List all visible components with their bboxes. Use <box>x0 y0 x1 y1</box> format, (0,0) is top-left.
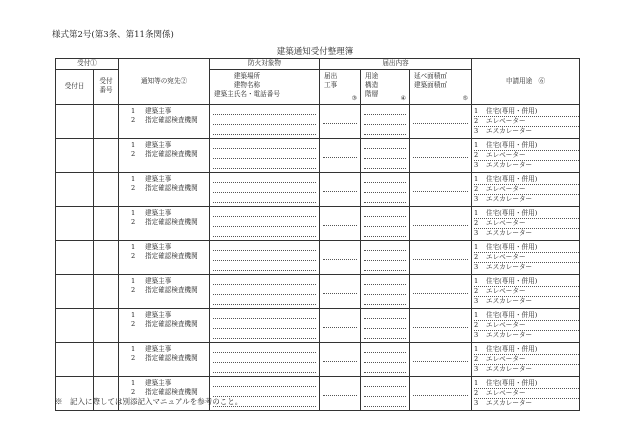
use-structure-cell[interactable] <box>361 207 410 241</box>
fire-target-cell[interactable] <box>210 275 320 309</box>
header-receipt-number: 受付 番号 <box>94 70 119 105</box>
application-use-options: 1 住宅(専用・併用) 2 エレベーター 3 エスカレーター <box>472 309 580 343</box>
application-use-options: 1 住宅(専用・併用) 2 エレベーター 3 エスカレーター <box>472 105 580 139</box>
receipt-number-cell[interactable] <box>94 309 119 343</box>
use-structure-cell[interactable] <box>361 275 410 309</box>
table-row <box>56 241 580 275</box>
header-application-use: 申請用途 ⑥ <box>472 59 580 105</box>
fire-target-cell[interactable] <box>210 173 320 207</box>
header-receipt-date: 受付日 <box>56 70 94 105</box>
application-use-options: 1 住宅(専用・併用) 2 エレベーター 3 エスカレーター <box>472 275 580 309</box>
address-options: 1 建築主事 2 指定確認検査機関 <box>119 173 210 207</box>
receipt-number-cell[interactable] <box>94 343 119 377</box>
receipt-number-cell[interactable] <box>94 105 119 139</box>
receipt-date-cell[interactable] <box>56 207 94 241</box>
use-structure-cell[interactable] <box>361 377 410 411</box>
application-use-options: 1 住宅(専用・併用) 2 エレベーター 3 エスカレーター <box>472 207 580 241</box>
filing-work-cell[interactable] <box>320 343 361 377</box>
floor-area-cell[interactable] <box>410 241 472 275</box>
receipt-date-cell[interactable] <box>56 139 94 173</box>
address-options: 1 建築主事 2 指定確認検査機関 <box>119 377 210 411</box>
receipt-number-cell[interactable] <box>94 241 119 275</box>
floor-area-cell[interactable] <box>410 105 472 139</box>
application-use-options: 1 住宅(専用・併用) 2 エレベーター 3 エスカレーター <box>472 139 580 173</box>
application-use-options: 1 住宅(専用・併用) 2 エレベーター 3 エスカレーター <box>472 377 580 411</box>
table-row <box>56 309 580 343</box>
use-structure-cell[interactable] <box>361 105 410 139</box>
fire-target-cell[interactable] <box>210 207 320 241</box>
document-title: 建築通知受付整理簿 <box>276 47 354 57</box>
fire-target-cell[interactable] <box>210 343 320 377</box>
filing-work-cell[interactable] <box>320 207 361 241</box>
ledger-body <box>56 105 580 411</box>
filing-work-cell[interactable] <box>320 309 361 343</box>
table-row <box>56 207 580 241</box>
address-options: 1 建築主事 2 指定確認検査機関 <box>119 207 210 241</box>
filing-work-cell[interactable] <box>320 241 361 275</box>
address-options: 1 建築主事 2 指定確認検査機関 <box>119 275 210 309</box>
header-filing-group: 届出内容 <box>320 59 472 70</box>
filing-work-cell[interactable] <box>320 275 361 309</box>
receipt-number-cell[interactable] <box>94 207 119 241</box>
header-address: 通知等の宛先② <box>119 59 210 105</box>
filing-work-cell[interactable] <box>320 139 361 173</box>
form-number: 様式第2号(第3条、第11条関係) <box>52 30 174 40</box>
filing-work-cell[interactable] <box>320 173 361 207</box>
floor-area-cell[interactable] <box>410 377 472 411</box>
table-row <box>56 139 580 173</box>
receipt-date-cell[interactable] <box>56 173 94 207</box>
use-structure-cell[interactable] <box>361 173 410 207</box>
address-options: 1 建築主事 2 指定確認検査機関 <box>119 343 210 377</box>
table-row <box>56 275 580 309</box>
use-structure-cell[interactable] <box>361 241 410 275</box>
header-fire-target: 建築場所 建物名称 建築主氏名・電話番号 <box>210 70 320 105</box>
floor-area-cell[interactable] <box>410 309 472 343</box>
ledger-table <box>55 58 580 411</box>
use-structure-cell[interactable] <box>361 309 410 343</box>
header-receipt-group: 受付① <box>56 59 119 70</box>
receipt-number-cell[interactable] <box>94 275 119 309</box>
fire-target-cell[interactable] <box>210 139 320 173</box>
filing-work-cell[interactable] <box>320 377 361 411</box>
floor-area-cell[interactable] <box>410 275 472 309</box>
filing-work-cell[interactable] <box>320 105 361 139</box>
receipt-number-cell[interactable] <box>94 139 119 173</box>
address-options: 1 建築主事 2 指定確認検査機関 <box>119 241 210 275</box>
header-use-structure: 用途 構造 階層 ④ <box>361 70 410 105</box>
header-floor-area: 延べ面積㎡ 建築面積㎡ ⑤ <box>410 70 472 105</box>
header-filing-work: 届出 工事 ③ <box>320 70 361 105</box>
receipt-date-cell[interactable] <box>56 241 94 275</box>
fire-target-cell[interactable] <box>210 105 320 139</box>
address-options: 1 建築主事 2 指定確認検査機関 <box>119 105 210 139</box>
receipt-date-cell[interactable] <box>56 343 94 377</box>
receipt-date-cell[interactable] <box>56 105 94 139</box>
use-structure-cell[interactable] <box>361 139 410 173</box>
floor-area-cell[interactable] <box>410 173 472 207</box>
receipt-date-cell[interactable] <box>56 275 94 309</box>
receipt-number-cell[interactable] <box>94 173 119 207</box>
fire-target-cell[interactable] <box>210 309 320 343</box>
application-use-options: 1 住宅(専用・併用) 2 エレベーター 3 エスカレーター <box>472 241 580 275</box>
fire-target-cell[interactable] <box>210 241 320 275</box>
address-options: 1 建築主事 2 指定確認検査機関 <box>119 139 210 173</box>
application-use-options: 1 住宅(専用・併用) 2 エレベーター 3 エスカレーター <box>472 343 580 377</box>
floor-area-cell[interactable] <box>410 139 472 173</box>
table-row <box>56 173 580 207</box>
address-options: 1 建築主事 2 指定確認検査機関 <box>119 309 210 343</box>
receipt-date-cell[interactable] <box>56 309 94 343</box>
floor-area-cell[interactable] <box>410 343 472 377</box>
footnote: ※ 記入に際しては別添記入マニュアルを参考のこと。 <box>55 397 243 406</box>
use-structure-cell[interactable] <box>361 343 410 377</box>
floor-area-cell[interactable] <box>410 207 472 241</box>
table-row <box>56 105 580 139</box>
table-row <box>56 343 580 377</box>
application-use-options: 1 住宅(専用・併用) 2 エレベーター 3 エスカレーター <box>472 173 580 207</box>
header-fire-target-group: 防火対象物 <box>210 59 320 70</box>
